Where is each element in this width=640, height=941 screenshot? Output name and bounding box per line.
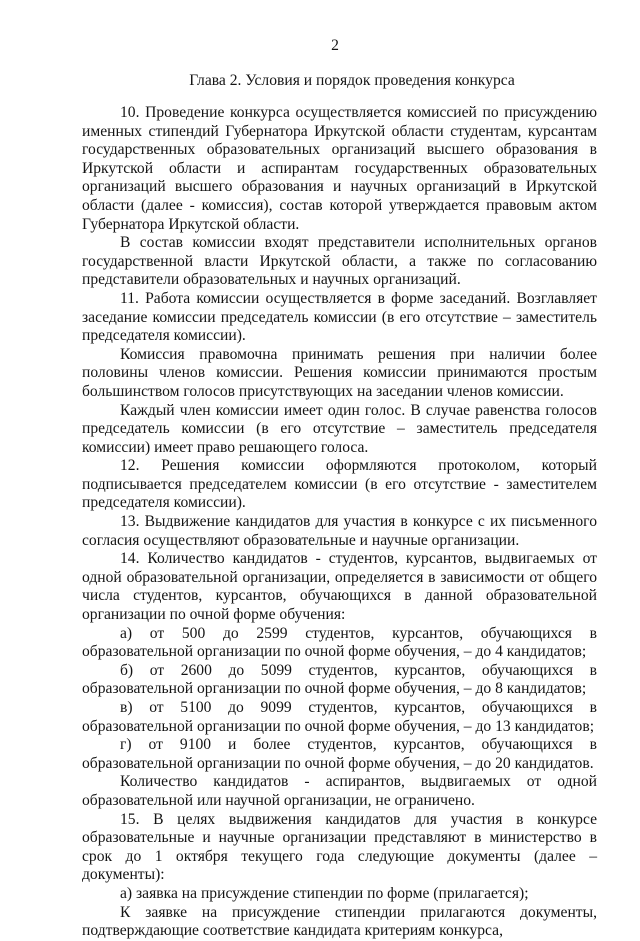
paragraph-commission-composition: В состав комиссии входят представители исполнительных органов государственной власти Иркутской области, а также по согласованию представители образовательных и научных организаций.	[82, 234, 597, 289]
paragraph-11: 11. Работа комиссии осуществляется в форме заседаний. Возглавляет заседание комиссии председатель комиссии (в его отсутствие – заместитель председателя комиссии).	[82, 289, 597, 345]
list-item-b: б) от 2600 до 5099 студентов, курсантов, обучающихся в образовательной организации по очной форме обучения, – до 8 кандидатов;	[82, 661, 597, 698]
chapter-title: Глава 2. Условия и порядок проведения конкурса	[189, 72, 515, 89]
paragraph-14: 14. Количество кандидатов - студентов, курсантов, выдвигаемых от одной образовательной организации, определяется в зависимости от общего числа студентов, курсантов, обучающихся в данной образовательной организации по очной форме обучения:	[82, 550, 597, 624]
list-item-g: г) от 9100 и более студентов, курсантов, обучающихся в образовательной организации по очной форме обучения, – до 20 кандидатов.	[82, 736, 597, 772]
paragraph-15: 15. В целях выдвижения кандидатов для участия в конкурсе образовательные и научные организации представляют в министерство в срок до 1 октября текущего года следующие документы (далее – документы):	[82, 810, 597, 884]
paragraph-quorum: Комиссия правомочна принимать решения при наличии более половины членов комиссии. Решения комиссии принимаются простым большинством голосов присутствующих на заседании членов комиссии.	[82, 345, 597, 400]
paragraph-13: 13. Выдвижение кандидатов для участия в конкурсе с их письменного согласия осуществляют образовательные и научные организации.	[82, 513, 597, 549]
body-text	[82, 104, 597, 941]
paragraph-postgraduates: Количество кандидатов - аспирантов, выдвигаемых от одной образовательной или научной организации, не ограничено.	[82, 773, 597, 809]
list-item-a: а) от 500 до 2599 студентов, курсантов, обучающихся в образовательной организации по очной форме обучения, – до 4 кандидатов;	[82, 624, 597, 661]
paragraph-voting: Каждый член комиссии имеет один голос. В случае равенства голосов председатель комиссии (в его отсутствие – заместитель председателя комиссии) имеет право решающего голоса.	[82, 401, 597, 456]
list-item-v: в) от 5100 до 9099 студентов, курсантов, обучающихся в образовательной организации по очной форме обучения, – до 13 кандидатов;	[82, 699, 597, 735]
list-item-application: а) заявка на присуждение стипендии по форме (прилагается);	[120, 884, 529, 902]
paragraph-10: 10. Проведение конкурса осуществляется комиссией по присуждению именных стипендий Губернатора Иркутской области студентам, курсантам государственных образовательных организаций высшего образования в Иркутской области и аспирантам государственных образовательных организаций высшего образования и научных организаций в Иркутской области (далее - комиссия), состав которой утверждается правовым актом Губернатора Иркутской области.	[82, 104, 597, 233]
paragraph-12: 12. Решения комиссии оформляются протоколом, который подписывается председателем комиссии (в его отсутствие - заместителем председателя комиссии).	[82, 457, 597, 512]
paragraph-attachments: К заявке на присуждение стипендии прилагаются документы, подтверждающие соответствие кандидата критериям конкурса,	[82, 903, 597, 940]
page-number: 2	[331, 37, 339, 54]
